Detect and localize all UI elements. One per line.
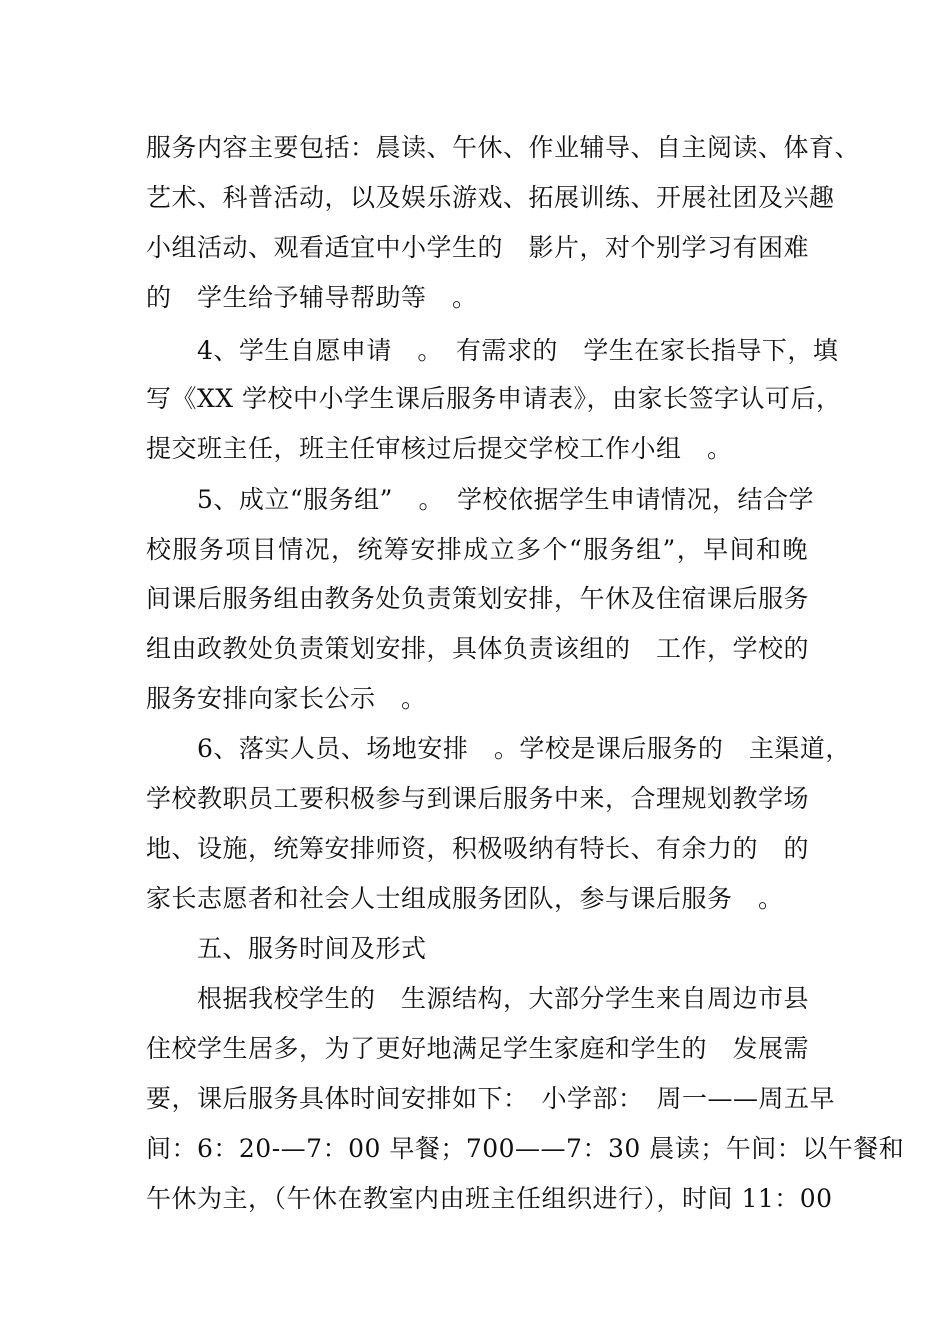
text-line: 学校教职员工要积极参与到课后服务中来，合理规划教学场 — [146, 784, 810, 813]
text-line: 根据我校学生的 生源结构，大部分学生来自周边市县 — [146, 984, 810, 1013]
text-line: 的 学生给予辅导帮助等 。 — [146, 283, 478, 312]
text-line: 要，课后服务具体时间安排如下： 小学部： 周一——周五早 — [146, 1084, 836, 1113]
text-line: 住校学生居多，为了更好地满足学生家庭和学生的 发展需 — [146, 1034, 810, 1063]
text-line: 服务安排向家长公示 。 — [146, 684, 427, 713]
text-line: 5、成立“服务组” 。 学校依据学生申请情况，结合学 — [146, 485, 814, 514]
text-line: 间：6：20-—7：00 早餐；700——7：30 晨读；午间：以午餐和 — [146, 1134, 905, 1163]
text-line: 地、设施，统筹安排师资，积极吸纳有特长、有余力的 的 — [146, 834, 810, 863]
text-line: 组由政教处负责策划安排，具体负责该组的 工作，学校的 — [146, 634, 810, 663]
text-line: 小组活动、观看适宜中小学生的 影片，对个别学习有困难 — [146, 233, 810, 262]
text-line: 4、学生自愿申请 。 有需求的 学生在家长指导下，填 — [146, 336, 839, 365]
text-line: 校服务项目情况，统筹安排成立多个“服务组”，早间和晚 — [146, 535, 808, 564]
text-line: 艺术、科普活动，以及娱乐游戏、拓展训练、开展社团及兴趣 — [146, 183, 835, 212]
text-line: 提交班主任，班主任审核过后提交学校工作小组 。 — [146, 434, 733, 463]
text-line: 服务内容主要包括：晨读、午休、作业辅导、自主阅读、体育、 — [146, 133, 861, 162]
text-line: 写《XX 学校中小学生课后服务申请表》，由家长签字认可后， — [146, 384, 842, 413]
text-line: 间课后服务组由教务处负责策划安排，午休及住宿课后服务 — [146, 584, 810, 613]
text-line: 6、落实人员、场地安排 。学校是课后服务的 主渠道， — [146, 734, 851, 763]
text-line: 家长志愿者和社会人士组成服务团队，参与课后服务 。 — [146, 884, 784, 913]
text-line: 午休为主，（午休在教室内由班主任组织进行），时间 11：00 — [146, 1184, 833, 1213]
section-heading: 五、服务时间及形式 — [146, 934, 427, 963]
